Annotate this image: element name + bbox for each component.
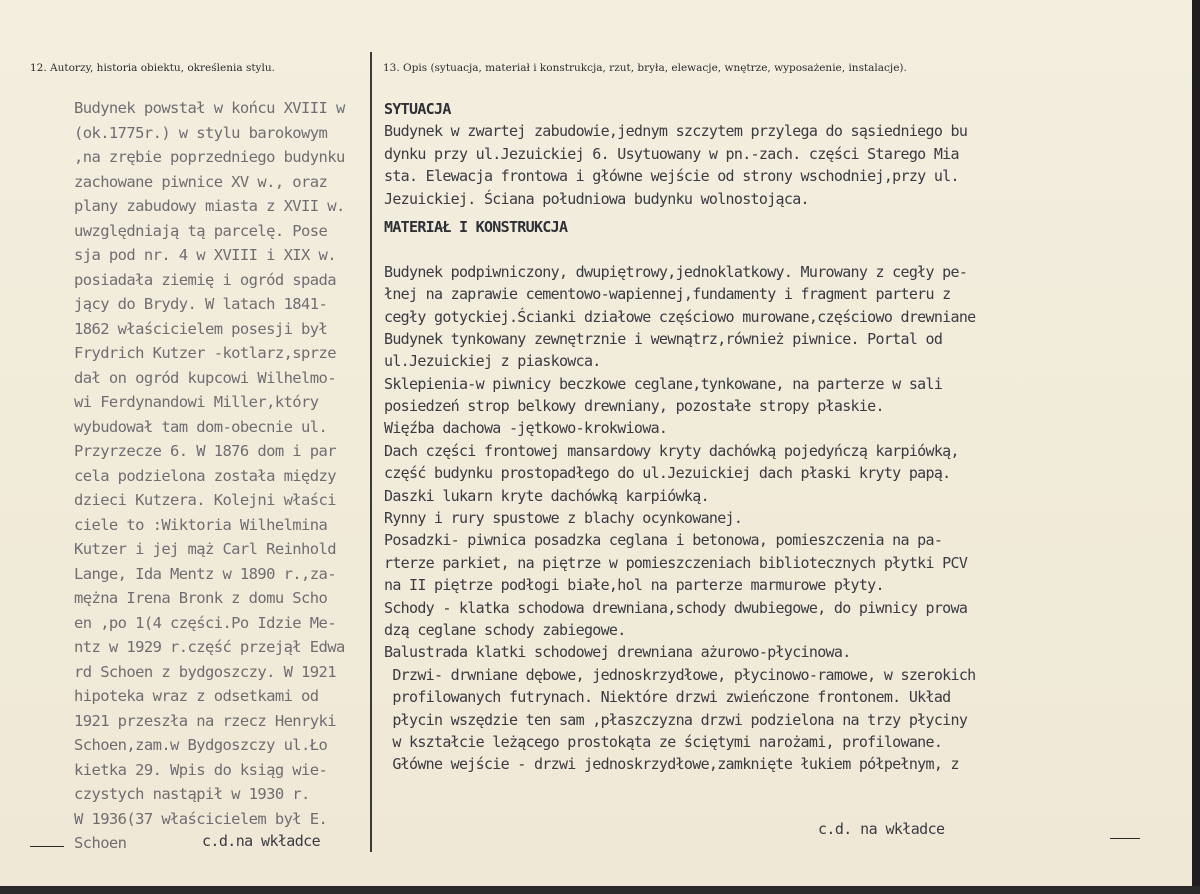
history-line: Kutzer i jej mąż Carl Reinhold <box>74 540 336 558</box>
history-line: cela podzielona została między <box>74 466 336 485</box>
history-line: ,na zrębie poprzedniego budynku <box>74 148 345 166</box>
history-line: zachowane piwnice XV w., oraz <box>74 172 328 191</box>
description-line: płycin wszędzie ten sam ,płaszczyzna drzwi podzielona na trzy płyciny <box>384 710 968 729</box>
description-line: Dach części frontowej mansardowy kryty dachówką pojedyńczą karpiówką, <box>384 441 959 460</box>
description-line: dzą ceglane schody zabiegowe. <box>384 620 626 639</box>
history-line: Przyrzecze 6. W 1876 dom i par <box>74 442 336 460</box>
description-column <box>384 98 1184 776</box>
description-line: łnej na zaprawie cementowo-wapiennej,fundamenty i fragment parteru z <box>384 285 951 304</box>
description-line: Balustrada klatki schodowej drewniana ażurowo-płycinowa. <box>384 643 851 662</box>
history-line: ntz w 1929 r.część przejął Edwa <box>74 638 345 656</box>
history-line: Schoen,zam.w Bydgoszczy ul.Ło <box>74 736 328 754</box>
history-line: plany zabudowy miasta z XVII w. <box>74 197 345 215</box>
description-line: Daszki lukarn kryte dachówką karpiówką. <box>384 486 709 505</box>
description-line: Główne wejście - drzwi jednoskrzydłowe,zamknięte łukiem półpełnym, z <box>384 755 959 774</box>
description-line: profilowanych futrynach. Niektóre drzwi zwieńczone frontonem. Układ <box>384 688 951 707</box>
description-line: cegły gotyckiej.Ścianki działowe częściowo murowane,częściowo drewniane <box>384 307 976 326</box>
description-line: posiedzeń strop belkowy drewniany, pozostałe stropy płaskie. <box>384 397 884 416</box>
description-line: na II piętrze podłogi białe,hol na parterze marmurowe płyty. <box>384 576 884 595</box>
description-line: Posadzki- piwnica posadzka ceglana i betonowa, pomieszczenia na pa- <box>384 531 943 550</box>
description-line: Drzwi- drwniane dębowe, jednoskrzydłowe, płycinowo-ramowe, w szerokich <box>384 665 976 684</box>
scan-edge-right <box>1192 0 1200 894</box>
history-line: wybudował tam dom-obecnie ul. <box>74 417 328 436</box>
history-line: 1862 właścicielem posesji był <box>74 319 328 338</box>
column-divider <box>370 52 372 852</box>
history-line: Schoen <box>74 834 127 852</box>
history-line: jący do Brydy. W latach 1841- <box>74 295 328 313</box>
history-line: en ,po 1(4 części.Po Idzie Me- <box>74 613 336 632</box>
description-line: Schody - klatka schodowa drewniana,schody dwubiegowe, do piwnicy prowa <box>384 598 968 617</box>
history-line: wi Ferdynandowi Miller,który <box>74 393 319 411</box>
history-line: czystych nastąpił w 1930 r. <box>74 785 310 803</box>
history-line: W 1936(37 właścicielem był E. <box>74 809 328 828</box>
history-line: sja pod nr. 4 w XVIII i XIX w. <box>74 246 336 264</box>
history-line: dał on ogród kupcowi Wilhelmo- <box>74 368 336 387</box>
history-line: ciele to :Wiktoria Wilhelmina <box>74 515 328 534</box>
scan-edge-bottom <box>0 886 1200 894</box>
continued-note-right: c.d. na wkładce <box>818 820 945 838</box>
history-column <box>74 96 370 856</box>
history-line: Frydrich Kutzer -kotlarz,sprze <box>74 344 336 362</box>
description-line: dynku przy ul.Jezuickiej 6. Usytuowany w pn.-zach. części Starego Mia <box>384 144 959 163</box>
description-line: Więźba dachowa -jętkowo-krokwiowa. <box>384 419 668 438</box>
history-line: uwzględniają tą parcelę. Pose <box>74 221 328 240</box>
bottom-rule-right <box>1110 838 1140 839</box>
history-line: Budynek powstał w końcu XVIII w <box>74 99 345 117</box>
description-line: Rynny i rury spustowe z blachy ocynkowanej. <box>384 509 743 528</box>
bottom-rule-left <box>30 846 64 847</box>
history-line: hipoteka wraz z odsetkami od <box>74 687 319 705</box>
description-line: sta. Elewacja frontowa i główne wejście od strony wschodniej,przy ul. <box>384 167 959 186</box>
history-line: kietka 29. Wpis do ksiąg wie- <box>74 760 328 779</box>
description-line: Budynek w zwartej zabudowie,jednym szczytem przylega do sąsiedniego bu <box>384 122 968 141</box>
history-line: 1921 przeszła na rzecz Henryki <box>74 711 336 730</box>
description-line: rterze parkiet, na piętrze w pomieszczeniach bibliotecznych płytki PCV <box>384 553 968 572</box>
history-line: Lange, Ida Mentz w 1890 r.,za- <box>74 564 336 583</box>
description-line: część budynku prostopadłego do ul.Jezuickiej dach płaski kryty papą. <box>384 464 951 483</box>
description-line: ul.Jezuickiej z piaskowca. <box>384 352 601 371</box>
description-line: Jezuickiej. Ściana południowa budynku wolnostojąca. <box>384 189 809 208</box>
continued-note-left: c.d.na wkładce <box>202 832 321 850</box>
description-line: Budynek podpiwniczony, dwupiętrowy,jednoklatkowy. Murowany z cegły pe- <box>384 262 968 281</box>
section-13-header: 13. Opis (sytuacja, materiał i konstrukcja, rzut, bryła, elewacje, wnętrze, wyposażenie, instalacje). <box>383 62 907 74</box>
history-line: mężna Irena Bronk z domu Scho <box>74 589 328 607</box>
history-line: (ok.1775r.) w stylu barokowym <box>74 123 328 142</box>
history-line: dzieci Kutzera. Kolejni właści <box>74 491 336 509</box>
section-12-header: 12. Autorzy, historia obiektu, określenia stylu. <box>30 62 275 74</box>
history-line: posiadała ziemię i ogród spada <box>74 270 336 289</box>
history-line: rd Schoen z bydgoszczy. W 1921 <box>74 662 336 681</box>
section-heading: SYTUACJA <box>384 100 451 118</box>
description-line: Budynek tynkowany zewnętrznie i wewnątrz,również piwnice. Portal od <box>384 329 943 348</box>
description-line: w kształcie leżącego prostokąta ze ściętymi narożami, profilowane. <box>384 732 943 751</box>
description-line: Sklepienia-w piwnicy beczkowe ceglane,tynkowane, na parterze w sali <box>384 374 943 393</box>
section-heading: MATERIAŁ I KONSTRUKCJA <box>384 217 568 236</box>
description-line <box>384 238 1184 260</box>
